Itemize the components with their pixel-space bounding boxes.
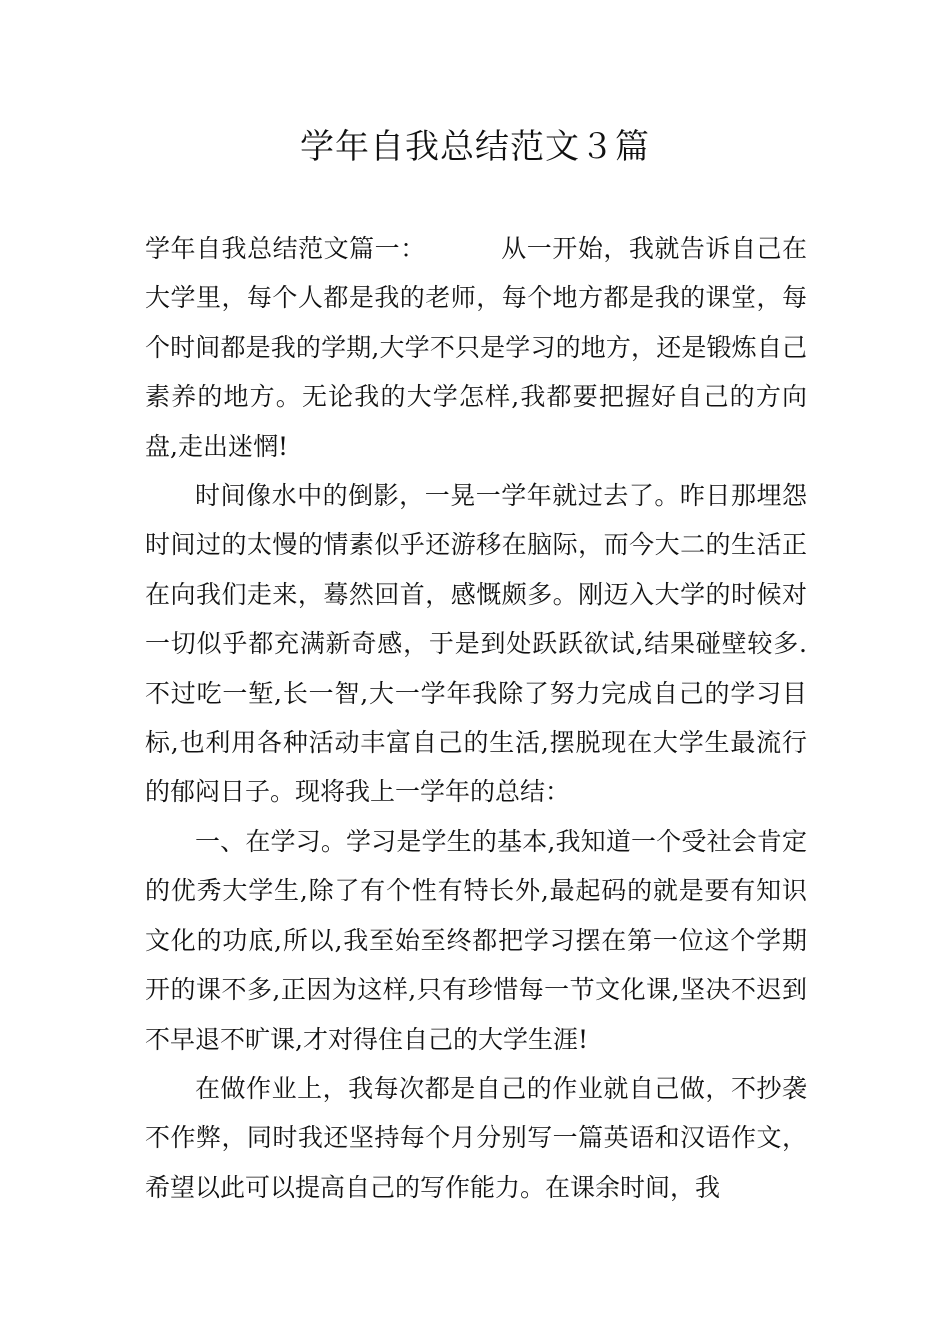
document-title: 学年自我总结范文３篇 — [300, 127, 650, 167]
paragraph-4: 在做作业上，我每次都是自己的作业就自己做，不抄袭不作弊，同时我还坚持每个月分别写一篇英语和汉语作文，希望以此可以提高自己的写作能力。在课余时间，我 — [145, 1073, 807, 1202]
document-body — [145, 224, 807, 1212]
paragraph-1-lead: 学年自我总结范文篇一： — [145, 234, 426, 263]
paragraph-3: 一、在学习。学习是学生的基本,我知道一个受社会肯定的优秀大学生,除了有个性有特长外,最起码的就是要有知识文化的功底,所以,我至始至终都把学习摆在第一位这个学期开的课不多,正因为这样,只有珍惜每一节文化课,坚决不迟到不早退不旷课,才对得住自己的大学生涯! — [145, 826, 807, 1054]
paragraph-1-text: 从一开始，我就告诉自己在大学里，每个人都是我的老师，每个地方都是我的课堂，每个时间都是我的学期,大学不只是学习的地方，还是锻炼自己素养的地方。无论我的大学怎样,我都要把握好自己的方向盘,走出迷惘! — [145, 234, 807, 461]
paragraph-1 — [145, 224, 807, 471]
paragraph-2: 时间像水中的倒影，一晃一学年就过去了。昨日那埋怨时间过的太慢的情素似乎还游移在脑际，而今大二的生活正在向我们走来，蓦然回首，感慨颇多。刚迈入大学的时候对一切似乎都充满新奇感，于是到处跃跃欲试,结果碰壁较多.不过吃一堑,长一智,大一学年我除了努力完成自己的学习目标,也利用各种活动丰富自己的生活,摆脱现在大学生最流行的郁闷日子。现将我上一学年的总结： — [145, 481, 807, 807]
